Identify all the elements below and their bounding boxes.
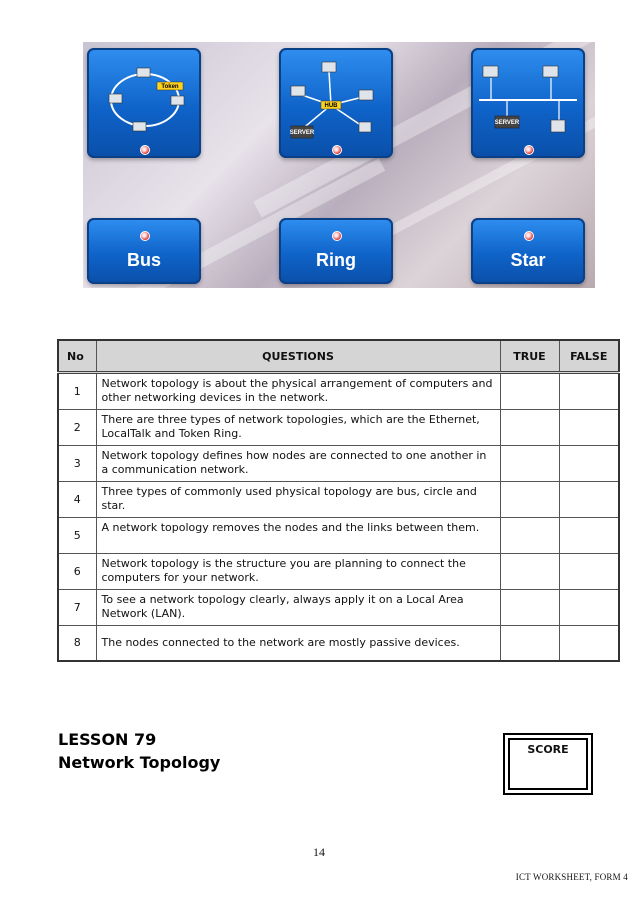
false-answer-cell[interactable] — [559, 518, 619, 554]
row-number: 4 — [58, 482, 96, 518]
false-answer-cell[interactable] — [559, 373, 619, 410]
footer-text: ICT WORKSHEET, FORM 4 — [515, 872, 628, 882]
bus-tile — [87, 218, 201, 284]
table-row — [58, 373, 619, 410]
bus-network-icon — [471, 48, 585, 158]
question-text: Network topology defines how nodes are connected to one another in a communication network. — [96, 446, 500, 482]
table-row — [58, 590, 619, 626]
indicator-dot — [140, 231, 150, 241]
bus-diagram-tile — [471, 48, 585, 158]
indicator-dot — [524, 145, 534, 155]
indicator-dot — [332, 231, 342, 241]
table-header-row — [58, 340, 619, 373]
question-text: To see a network topology clearly, always apply it on a Local Area Network (LAN). — [96, 590, 500, 626]
lesson-title: Network Topology — [58, 753, 221, 772]
table-row — [58, 482, 619, 518]
false-answer-cell[interactable] — [559, 590, 619, 626]
no-header: No — [58, 340, 96, 373]
bus-label: Bus — [126, 250, 161, 270]
false-header: FALSE — [559, 340, 619, 373]
true-false-table — [57, 339, 620, 662]
row-number: 6 — [58, 554, 96, 590]
hub-diagram-tile — [279, 48, 393, 158]
false-answer-cell[interactable] — [559, 626, 619, 662]
table-row — [58, 518, 619, 554]
question-text: Three types of commonly used physical topology are bus, circle and star. — [96, 482, 500, 518]
ring-diagram-tile — [87, 48, 201, 158]
true-answer-cell[interactable] — [500, 446, 559, 482]
hub-label: HUB — [324, 103, 338, 109]
false-answer-cell[interactable] — [559, 446, 619, 482]
indicator-dot — [524, 231, 534, 241]
question-text: There are three types of network topologies, which are the Ethernet, LocalTalk and Token Ring. — [96, 410, 500, 446]
page-number: 14 — [313, 845, 325, 859]
ring-label: Ring — [316, 250, 356, 270]
server-label: SERVER — [494, 120, 520, 126]
question-text: Network topology is the structure you are planning to connect the computers for your network. — [96, 554, 500, 590]
row-number: 7 — [58, 590, 96, 626]
questions-header: QUESTIONS — [96, 340, 500, 373]
token-label: Token — [161, 84, 179, 90]
row-number: 1 — [58, 373, 96, 410]
ring-tile — [279, 218, 393, 284]
lesson-heading — [58, 728, 220, 774]
hub-network-icon — [279, 48, 393, 158]
true-answer-cell[interactable] — [500, 626, 559, 662]
true-header: TRUE — [500, 340, 559, 373]
false-answer-cell[interactable] — [559, 410, 619, 446]
true-answer-cell[interactable] — [500, 590, 559, 626]
false-answer-cell[interactable] — [559, 554, 619, 590]
table-row — [58, 554, 619, 590]
indicator-dot — [140, 145, 150, 155]
star-label: Star — [510, 250, 546, 270]
score-label: SCORE — [527, 743, 569, 756]
topology-illustration — [83, 42, 595, 288]
table-row — [58, 446, 619, 482]
star-tile — [471, 218, 585, 284]
table-row — [58, 626, 619, 662]
question-text: The nodes connected to the network are mostly passive devices. — [96, 626, 500, 662]
true-answer-cell[interactable] — [500, 410, 559, 446]
true-answer-cell[interactable] — [500, 373, 559, 410]
indicator-dot — [332, 145, 342, 155]
server-label: SERVER — [289, 130, 315, 136]
ring-network-icon — [87, 48, 201, 158]
true-answer-cell[interactable] — [500, 482, 559, 518]
row-number: 8 — [58, 626, 96, 662]
question-text: A network topology removes the nodes and the links between them. — [96, 518, 500, 554]
row-number: 2 — [58, 410, 96, 446]
row-number: 5 — [58, 518, 96, 554]
false-answer-cell[interactable] — [559, 482, 619, 518]
true-answer-cell[interactable] — [500, 518, 559, 554]
lesson-number: LESSON 79 — [58, 730, 157, 749]
true-answer-cell[interactable] — [500, 554, 559, 590]
table-row — [58, 410, 619, 446]
row-number: 3 — [58, 446, 96, 482]
question-text: Network topology is about the physical arrangement of computers and other networking devices in the network. — [96, 373, 500, 410]
score-box[interactable] — [503, 733, 593, 795]
